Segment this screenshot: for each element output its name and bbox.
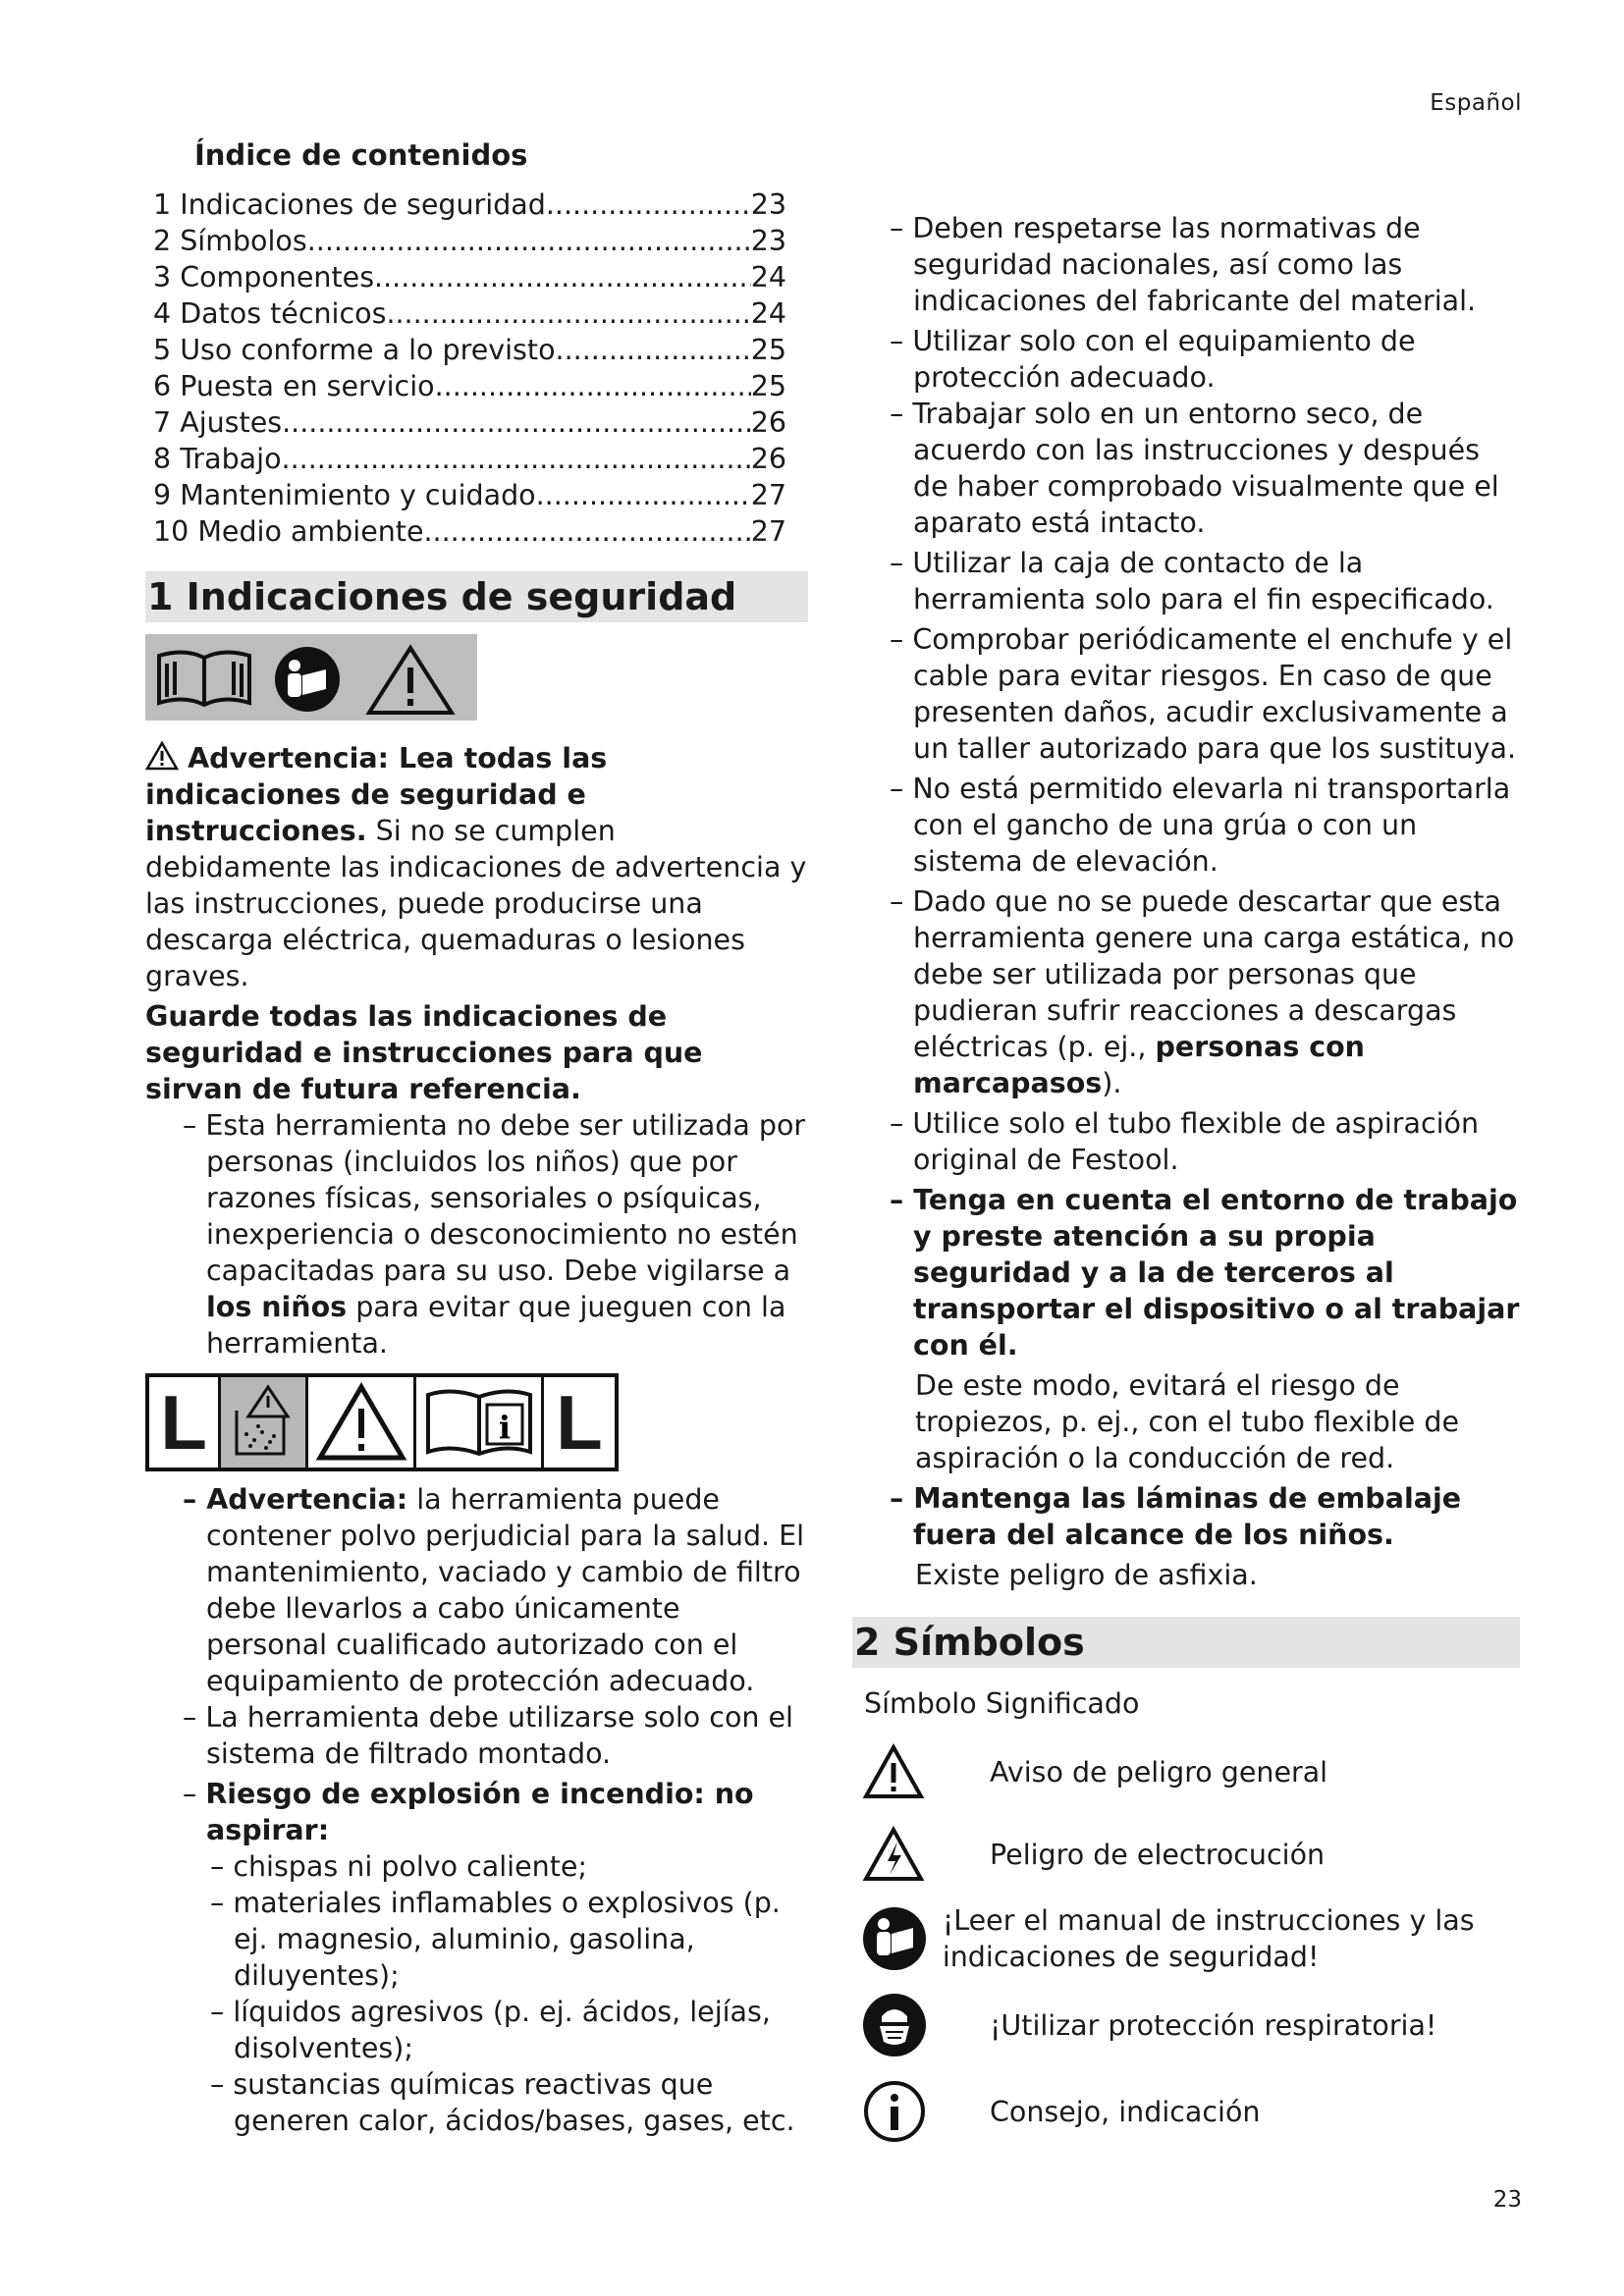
left-column: [145, 137, 808, 2139]
page-number: 23: [1492, 2187, 1522, 2213]
symbol-meaning: ¡Leer el manual de instrucciones y las indicaciones de seguridad!: [942, 1904, 1475, 1973]
list-item: – Esta herramienta no debe ser utilizada por personas (incluidos los niños) que por razones físicas, sensoriales o psíquicas, inexperiencia o desconocimiento no estén capacitadas para su uso. Debe vigilarse a los niños para evitar que jueguen con la herramienta.: [183, 1109, 806, 1360]
list-item: – Comprobar periódicamente el enchufe y el cable para evitar riesgos. En caso de que presenten daños, acudir exclusivamente a un taller autorizado para que los sustituya.: [890, 623, 1517, 765]
info-icon: [862, 2079, 927, 2144]
toc-item[interactable]: 10 Medio ambiente ..... 27: [145, 513, 786, 550]
symbols-table-header: Símbolo Significado: [864, 1687, 1140, 1720]
keep-instructions: [145, 998, 808, 1107]
list-item: – Deben respetarse las normativas de seguridad nacionales, así como las indicaciones del fabricante del material.: [890, 212, 1477, 317]
item-bold: los niños: [206, 1291, 348, 1323]
warning-text: Si no se cumplen debidamente las indicaciones de advertencia y las instrucciones, puede producirse una descarga eléctrica, quemaduras o lesiones graves.: [145, 815, 807, 992]
electrocution-icon: [862, 1826, 925, 1883]
toc-item[interactable]: 9 Mantenimiento y cuidado ..... 27: [145, 477, 786, 513]
symbol-meaning: Consejo, indicación: [990, 2095, 1261, 2128]
sub-list-item: – chispas ni polvo caliente;: [210, 1850, 588, 1883]
dust-warning-icon-bar: [145, 1373, 619, 1471]
dust-bin-icon: [229, 1383, 298, 1462]
list-item: – Advertencia: la herramienta puede contener polvo perjudicial para la salud. El mantenimiento, vaciado y cambio de filtro debe llevarlos a cabo únicamente personal cualificado autorizado con el equipamiento de protección adecuado.: [183, 1483, 805, 1697]
list-item: – La herramienta debe utilizarse solo con el sistema de filtrado montado.: [183, 1701, 793, 1770]
toc-item[interactable]: 5 Uso conforme a lo previsto ..... 25: [145, 332, 786, 368]
manual-symbols-strip: [145, 634, 477, 721]
continued-text: [852, 137, 1520, 210]
list-item: – Mantenga las láminas de embalaje fuera del alcance de los niños.: [890, 1482, 1462, 1551]
symbol-meaning: Aviso de peligro general: [990, 1755, 1328, 1789]
list-item: – Utilizar solo con el equipamiento de protección adecuado.: [890, 325, 1416, 394]
sub-list-item: – materiales inflamables o explosivos (p. ej. magnesio, aluminio, gasolina, diluyentes);: [210, 1887, 781, 1992]
respiratory-protection-icon: [862, 1993, 927, 2057]
svg-text:i: i: [498, 1409, 511, 1446]
sub-list-item: – líquidos agresivos (p. ej. ácidos, lejías, disolventes);: [210, 1996, 771, 2064]
toc-title: Índice de contenidos: [194, 138, 528, 172]
dust-class-l-icon: L: [556, 1379, 603, 1466]
list-item: – Dado que no se puede descartar que esta herramienta genere una carga estática, no debe ser utilizada por personas que pudieran sufrir reacciones a descargas eléctricas (p. ej., personas con marcapasos).: [890, 885, 1515, 1099]
language-label: Español: [1430, 90, 1522, 116]
toc-item[interactable]: 7 Ajustes ..... 26: [145, 404, 786, 441]
sub-list-item: – sustancias químicas reactivas que generen calor, ácidos/bases, gases, etc.: [210, 2068, 795, 2137]
read-manual-icon: [862, 1906, 927, 1971]
list-item: – Utilice solo el tubo flexible de aspiración original de Festool.: [890, 1107, 1480, 1176]
item-text: la herramienta puede contener polvo perjudicial para la salud. El mantenimiento, vaciado y cambio de filtro debe llevarlos a cabo únicamente personal cualificado autorizado con el equipamiento de protección adecuado.: [206, 1483, 805, 1697]
keep-instructions-text: Guarde todas las indicaciones de seguridad e instrucciones para que sirvan de futura referencia.: [145, 1000, 703, 1105]
list-item-detail: De este modo, evitará el riesgo de tropiezos, p. ej., con el tubo flexible de aspiración o la conducción de red.: [915, 1369, 1460, 1474]
list-item: – Riesgo de explosión e incendio: no aspirar:: [183, 1778, 754, 1846]
toc-item[interactable]: 1 Indicaciones de seguridad ..... 23: [145, 187, 786, 223]
item-text: La herramienta debe utilizarse solo con el sistema de filtrado montado.: [205, 1701, 793, 1770]
warning-heading: Advertencia: Lea todas las indicaciones de seguridad e instrucciones.: [145, 742, 608, 847]
warning-triangle-icon: [862, 1743, 925, 1800]
symbol-row: [852, 1812, 1520, 1896]
toc-item[interactable]: 4 Datos técnicos ..... 24: [145, 295, 786, 332]
item-text: Esta herramienta no debe ser utilizada por personas (incluidos los niños) que por razones físicas, sensoriales o psíquicas, inexperiencia o desconocimiento no estén capacitadas para su uso. Debe vigilarse a: [205, 1109, 806, 1287]
warning-triangle-icon: [145, 741, 179, 771]
dust-hazard-icon: [221, 1377, 308, 1468]
item-text: para evitar que jueguen con la herramienta.: [206, 1291, 786, 1360]
symbol-meaning: ¡Utilizar protección respiratoria!: [990, 2008, 1437, 2042]
symbol-row: [852, 1732, 1520, 1812]
list-item: – Tenga en cuenta el entorno de trabajo y preste atención a su propia seguridad y a la de terceros al transportar el dispositivo o al trabajar con él.: [890, 1184, 1520, 1362]
symbol-row: [852, 1981, 1520, 2069]
symbols-table: [852, 1732, 1520, 2154]
list-item-detail: Existe peligro de asfixia.: [915, 1559, 1258, 1591]
list-item: – Utilizar la caja de contacto de la herramienta solo para el fin especificado.: [890, 547, 1494, 615]
list-item: – No está permitido elevarla ni transportarla con el gancho de una grúa o con un sistema de elevación.: [890, 773, 1511, 878]
general-warning: [145, 740, 808, 994]
section-1-heading: 1 Indicaciones de seguridad: [145, 571, 808, 622]
toc-item[interactable]: 6 Puesta en servicio ..... 25: [145, 368, 786, 404]
safety-icon-bar: [145, 634, 477, 721]
warning-triangle-icon: [308, 1377, 416, 1468]
toc-item[interactable]: 8 Trabajo ..... 26: [145, 441, 786, 477]
dust-class-l-icon: L: [149, 1377, 221, 1468]
toc-item[interactable]: 3 Componentes ..... 24: [145, 259, 786, 295]
toc-list: [145, 187, 808, 550]
symbol-meaning: Peligro de electrocución: [990, 1838, 1326, 1871]
read-manual-info-icon: [416, 1377, 544, 1468]
item-bold: Advertencia:: [206, 1483, 408, 1516]
right-column: [852, 137, 1520, 2154]
symbol-row: [852, 1896, 1520, 1981]
item-bold: Riesgo de explosión e incendio: no aspirar:: [205, 1778, 754, 1846]
section-2-heading: 2 Símbolos: [852, 1617, 1520, 1668]
toc-item[interactable]: 2 Símbolos ..... 23: [145, 223, 786, 259]
symbol-row: [852, 2069, 1520, 2154]
list-item: – Trabajar solo en un entorno seco, de acuerdo con las instrucciones y después de haber comprobado visualmente que el aparato está intacto.: [890, 398, 1499, 539]
